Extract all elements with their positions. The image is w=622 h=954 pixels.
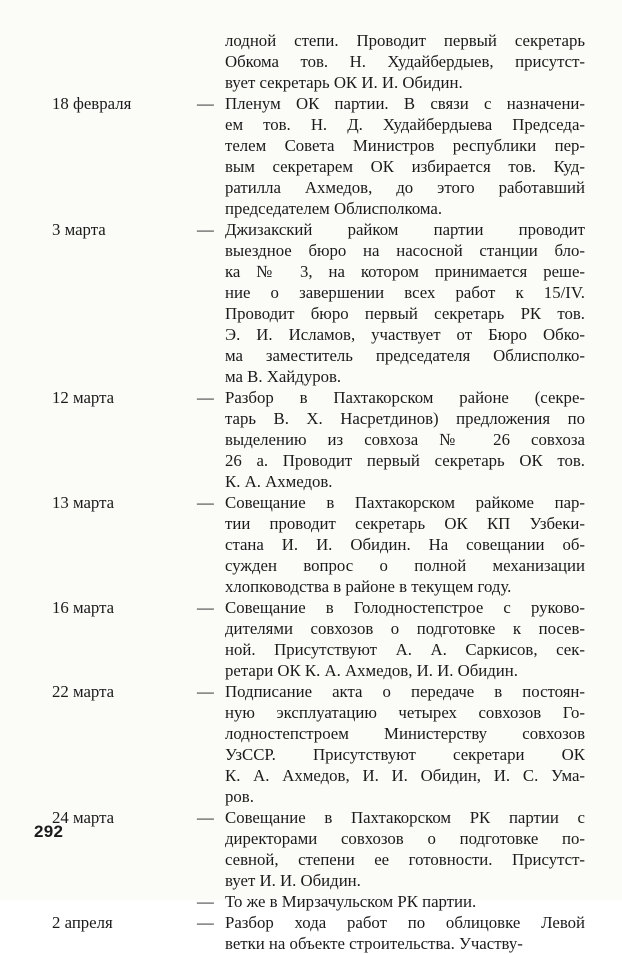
text-line: ратилла Ахмедов, до этого работавший xyxy=(225,178,585,197)
entry-dash: — xyxy=(197,892,214,911)
entry-dash: — xyxy=(197,493,214,512)
text-line: телем Совета Министров республики пер- xyxy=(225,136,585,155)
entry-text xyxy=(225,681,585,807)
text-line: ма В. Хайдуров. xyxy=(225,367,342,386)
text-line: Пленум ОК партии. В связи с назначени- xyxy=(225,94,585,113)
chronicle-entry xyxy=(52,807,597,891)
text-line: сужден вопрос о полной механизации xyxy=(225,556,585,575)
chronicle-entry xyxy=(52,219,597,387)
text-line: директорами совхозов о подготовке по- xyxy=(225,829,585,848)
entry-date: 12 марта xyxy=(52,388,115,407)
text-line: хлопководства в районе в текущем году. xyxy=(225,577,512,596)
text-line: ретари ОК К. А. Ахмедов, И. И. Обидин. xyxy=(225,661,518,680)
text-line: вует И. И. Обидин. xyxy=(225,871,361,890)
text-line: вует секретарь ОК И. И. Обидин. xyxy=(225,73,463,92)
entry-date: 22 марта xyxy=(52,682,115,701)
text-line: Разбор хода работ по облицовке Левой xyxy=(225,913,585,932)
text-line: 26 а. Проводит первый секретарь ОК тов. xyxy=(225,451,585,470)
text-line: вым секретарем ОК избирается тов. Куд- xyxy=(225,157,585,176)
text-line: тии проводит секретарь ОК КП Узбеки- xyxy=(225,514,585,533)
text-line: выделению из совхоза № 26 совхоза xyxy=(225,430,585,449)
entry-text xyxy=(225,30,585,93)
entry-date: 3 марта xyxy=(52,220,106,239)
text-line: ветки на объекте строительства. Участву- xyxy=(225,934,523,953)
chronicle-entry xyxy=(52,681,597,807)
text-line: ка № 3, на котором принимается реше- xyxy=(225,262,585,281)
page-number: 292 xyxy=(34,822,64,841)
entry-text xyxy=(225,93,585,219)
entry-dash: — xyxy=(197,913,214,932)
entry-dash: — xyxy=(197,94,214,113)
text-line: Обкома тов. Н. Худайбердыев, присутст- xyxy=(225,52,585,71)
entry-date: 18 февраля xyxy=(52,94,132,113)
text-line: лодностепстроем Министерству совхозов xyxy=(225,724,585,743)
entry-text xyxy=(225,219,585,387)
entry-text xyxy=(225,387,585,492)
text-line: ма заместитель председателя Облисполко- xyxy=(225,346,585,365)
text-line: лодной степи. Проводит первый секретарь xyxy=(225,31,585,50)
text-line: ную эксплуатацию четырех совхозов Го- xyxy=(225,703,585,722)
entry-dash: — xyxy=(197,598,214,617)
text-line: ной. Присутствуют А. А. Саркисов, сек- xyxy=(225,640,585,659)
text-line: председателем Облисполкома. xyxy=(225,199,443,218)
entry-text xyxy=(225,891,585,912)
text-line: Совещание в Пахтакорском РК партии с xyxy=(225,808,585,827)
chronicle-entries xyxy=(52,30,597,954)
text-line: дителями совхозов о подготовке к посев- xyxy=(225,619,585,638)
text-line: стана И. И. Обидин. На совещании об- xyxy=(225,535,585,554)
text-line: Совещание в Пахтакорском райкоме пар- xyxy=(225,493,585,512)
text-line: Э. И. Исламов, участвует от Бюро Обко- xyxy=(225,325,585,344)
chronicle-entry xyxy=(52,93,597,219)
text-line: Совещание в Голодностепстрое с руково- xyxy=(225,598,585,617)
text-line: Разбор в Пахтакорском районе (секре- xyxy=(225,388,585,407)
text-line: К. А. Ахмедов. xyxy=(225,472,333,491)
entry-text xyxy=(225,807,585,891)
text-line: К. А. Ахмедов, И. И. Обидин, И. С. Ума- xyxy=(225,766,585,785)
entry-dash: — xyxy=(197,682,214,701)
text-line: ние о завершении всех работ к 15/IV. xyxy=(225,283,585,302)
entry-date: 2 апреля xyxy=(52,913,113,932)
entry-text xyxy=(225,597,585,681)
text-line: Подписание акта о передаче в постоян- xyxy=(225,682,585,701)
entry-dash: — xyxy=(197,220,214,239)
chronicle-entry xyxy=(52,30,597,93)
chronicle-entry xyxy=(52,492,597,597)
text-line: выездное бюро на насосной станции бло- xyxy=(225,241,585,260)
chronicle-entry xyxy=(52,597,597,681)
entry-text xyxy=(225,492,585,597)
text-line: севной, степени ее готовности. Присутст- xyxy=(225,850,585,869)
entry-date: 24 марта xyxy=(52,808,115,827)
text-line: ем тов. Н. Д. Худайбердыева Председа- xyxy=(225,115,585,134)
text-line: Проводит бюро первый секретарь РК тов. xyxy=(225,304,585,323)
text-line: Джизакский райком партии проводит xyxy=(225,220,585,239)
entry-date: 13 марта xyxy=(52,493,115,512)
text-line: То же в Мирзачульском РК партии. xyxy=(225,892,477,911)
entry-date: 16 марта xyxy=(52,598,115,617)
text-line: УзССР. Присутствуют секретари ОК xyxy=(225,745,585,764)
chronicle-entry xyxy=(52,387,597,492)
entry-dash: — xyxy=(197,388,214,407)
entry-dash: — xyxy=(197,808,214,827)
chronicle-entry xyxy=(52,891,597,912)
entry-text xyxy=(225,912,585,954)
text-line: тарь В. Х. Насретдинов) предложения по xyxy=(225,409,585,428)
chronicle-entry xyxy=(52,912,597,954)
text-line: ров. xyxy=(225,787,254,806)
